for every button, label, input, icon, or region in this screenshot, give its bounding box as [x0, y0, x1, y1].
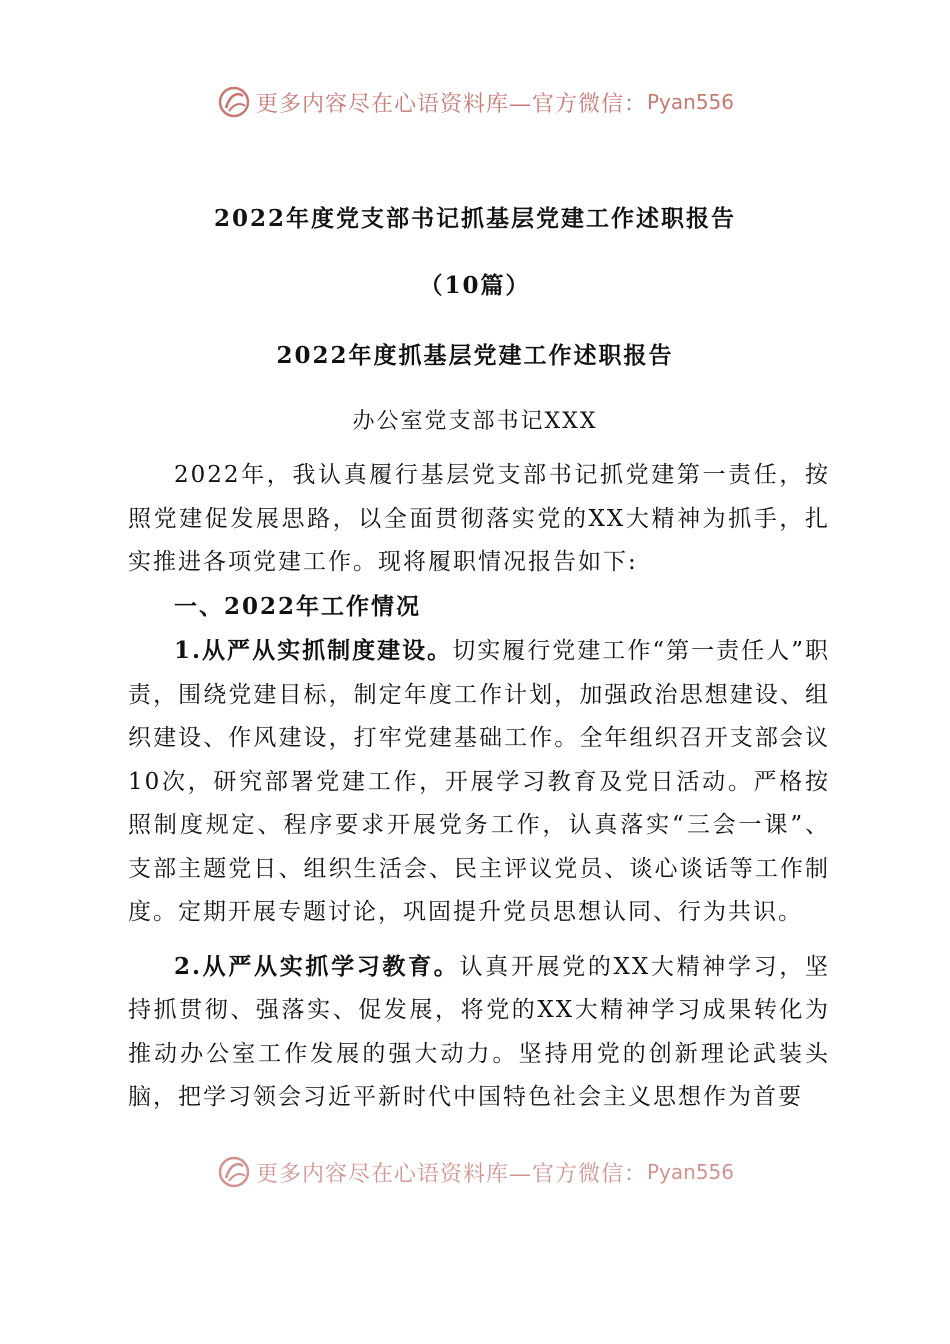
logo-icon [216, 1154, 252, 1190]
report-subtitle: 2022年度抓基层党建工作述职报告 [276, 342, 674, 369]
report-author: 办公室党支部书记XXX [352, 409, 598, 434]
logo-icon [216, 84, 252, 120]
watermark-banner-top [0, 80, 950, 124]
item2-text: 认真开展党的XX大精神学习，坚持抓贯彻、强落实、促发展，将党的XX大精神学习成果转化为推动办公室工作发展的强大动力。坚持用党的创新理论武装头脑，把学习领会习近平新时代中国特色社会主义思想作为首要 [128, 953, 830, 1110]
report-body [128, 454, 830, 1120]
item2-title: 2.从严从实抓学习教育。 [174, 952, 460, 980]
intro-paragraph: 2022年，我认真履行基层党支部书记抓党建第一责任，按照党建促发展思路，以全面贯彻落实党的XX大精神为抓手，扎实推进各项党建工作。现将履职情况报告如下: [128, 462, 830, 575]
document-title-count: （10篇） [419, 272, 531, 299]
watermark-banner-bottom [0, 1150, 950, 1194]
item1-text: 切实履行党建工作“第一责任人”职责，围绕党建目标，制定年度工作计划，加强政治思想建设、组织建设、作风建设，打牢党建基础工作。全年组织召开支部会议10次，研究部署党建工作，开展学习教育及党日活动。严格按照制度规定、程序要求开展党务工作，认真落实“三会一课”、支部主题党日、组织生活会、民主评议党员、谈心谈话等工作制度。定期开展专题讨论，巩固提升党员思想认同、行为共识。 [128, 638, 830, 925]
section-heading: 一、2022年工作情况 [174, 592, 422, 620]
item1-title: 1.从严从实抓制度建设。 [174, 637, 453, 664]
watermark-handle: Pyan556 [647, 90, 735, 114]
watermark-handle: Pyan556 [647, 1160, 735, 1184]
item2-paragraph [128, 945, 830, 1120]
watermark-text: 更多内容尽在心语资料库—官方微信： [255, 91, 647, 117]
item1-paragraph [128, 629, 830, 935]
document-title: 2022年度党支部书记抓基层党建工作述职报告 [213, 205, 736, 232]
watermark-text: 更多内容尽在心语资料库—官方微信： [255, 1161, 647, 1187]
